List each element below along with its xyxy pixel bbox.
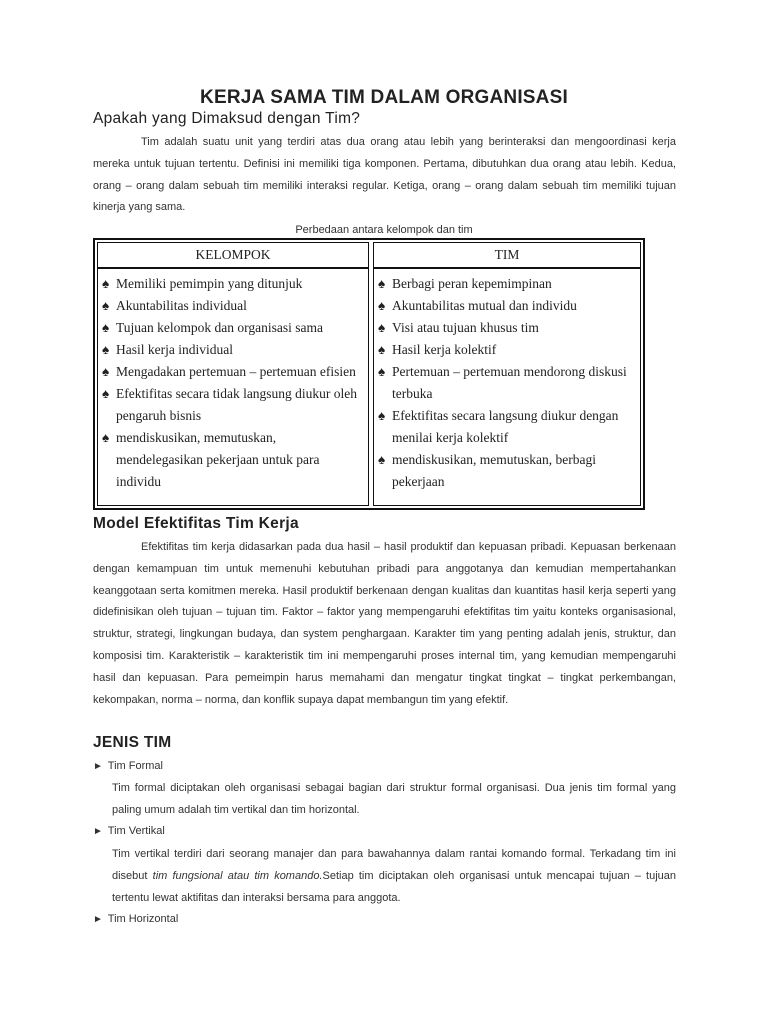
kelompok-list-item: ♠ Efektifitas secara tidak langsung diukur oleh pengaruh bisnis [102,383,364,427]
spade-bullet-icon: ♠ [102,342,110,357]
section-heading-model: Model Efektifitas Tim Kerja [93,515,299,532]
tim-list-item: ♠ Akuntabilitas mutual dan individu [378,295,636,317]
tim-list-item: ♠ Pertemuan – pertemuan mendorong diskusi terbuka [378,361,636,405]
arrow-right-icon: ► [93,761,103,772]
spade-bullet-icon: ♠ [378,364,386,379]
subheading-tim-vertikal: ► Tim Vertikal [93,825,165,837]
spade-bullet-icon: ♠ [102,320,110,335]
tim-vertikal-paragraph: Tim vertikal terdiri dari seorang manajer dan para bawahannya dalam rantai komando formal. Terkadang tim ini disebut tim fungsional atau tim komando.Setiap tim diciptakan oleh organisasi untuk mencapai tujuan – tujuan tertentu lewat aktifitas dan interaksi bersama para anggota. [112,848,677,904]
spade-bullet-icon: ♠ [102,276,110,291]
spade-bullet-icon: ♠ [378,342,386,357]
tim-list-item: ♠ Efektifitas secara langsung diukur dengan menilai kerja kolektif [378,405,636,449]
tim-column [373,242,641,506]
kelompok-list-item: ♠ Memiliki pemimpin yang ditunjuk [102,273,364,295]
spade-bullet-icon: ♠ [102,386,110,401]
spade-bullet-icon: ♠ [378,320,386,335]
section-heading-definition: Apakah yang Dimaksud dengan Tim? [93,110,361,127]
definition-paragraph: Tim adalah suatu unit yang terdiri atas dua orang atau lebih yang berinteraksi dan mengoordinasi kerja mereka untuk tujuan tertentu. Definisi ini memiliki tiga komponen. Pertama, dibutuhkan dua orang atau lebih. Kedua, orang – orang dalam sebuah tim memiliki interaksi regular. Ketiga, orang – orang dalam sebuah tim memiliki tujuan kinerja yang sama. [93,136,676,214]
kelompok-list-item: ♠ mendiskusikan, memutuskan, mendelegasikan pekerjaan untuk para individu [102,427,364,493]
tim-list-item: ♠ Visi atau tujuan khusus tim [378,317,636,339]
arrow-right-icon: ► [93,826,103,837]
comparison-table [93,238,645,510]
spade-bullet-icon: ♠ [102,430,110,445]
spade-bullet-icon: ♠ [378,408,386,423]
kelompok-list-item: ♠ Akuntabilitas individual [102,295,364,317]
spade-bullet-icon: ♠ [378,452,386,467]
subheading-tim-formal: ► Tim Formal [93,760,163,772]
model-paragraph: Efektifitas tim kerja didasarkan pada dua hasil – hasil produktif dan kepuasan pribadi. Kepuasan berkenaan dengan kemampuan tim untuk memenuhi kebutuhan pribadi para anggotanya dan kemudian mempertahankan keanggotaan serta komitmen mereka. Hasil produktif berkenaan dengan kualitas dan kuantitas hasil kerja seperti yang didefinisikan oleh tujuan – tujuan tim. Faktor – faktor yang mempengaruhi efektifitas tim yaitu konteks organisasional, struktur, strategi, lingkungan budaya, dan system penghargaan. Karakter tim yang penting adalah jenis, struktur, dan komposisi tim. Karakteristik – karakteristik tim ini mempengaruhi proses internal tim, yang kemudian mempengaruhi hasil dan kepuasan. Para pemeimpin harus memahami dan mengatur tingkat tingkat – tingkat perkembangan, kekompakan, norma – norma, dan konflik supaya dapat membangun tim yang efektif. [93,541,676,706]
subheading-tim-horizontal: ► Tim Horizontal [93,913,179,925]
spade-bullet-icon: ♠ [102,298,110,313]
spade-bullet-icon: ♠ [378,298,386,313]
tim-header: TIM [374,243,640,269]
tim-list [374,269,640,493]
table-caption: Perbedaan antara kelompok dan tim [295,224,473,236]
kelompok-list-item: ♠ Mengadakan pertemuan – pertemuan efisien [102,361,364,383]
tim-list-item: ♠ mendiskusikan, memutuskan, berbagi pekerjaan [378,449,636,493]
page-title: KERJA SAMA TIM DALAM ORGANISASI [200,87,568,108]
kelompok-list-item: ♠ Hasil kerja individual [102,339,364,361]
arrow-right-icon: ► [93,914,103,925]
tim-formal-paragraph: Tim formal diciptakan oleh organisasi sebagai bagian dari struktur formal organisasi. Dua jenis tim formal yang paling umum adalah tim vertikal dan tim horizontal. [112,782,676,816]
spade-bullet-icon: ♠ [102,364,110,379]
tim-list-item: ♠ Berbagi peran kepemimpinan [378,273,636,295]
kelompok-list-item: ♠ Tujuan kelompok dan organisasi sama [102,317,364,339]
section-heading-jenis-tim: JENIS TIM [93,734,172,751]
tim-list-item: ♠ Hasil kerja kolektif [378,339,636,361]
spade-bullet-icon: ♠ [378,276,386,291]
kelompok-list [98,269,368,493]
kelompok-column [97,242,369,506]
kelompok-header: KELOMPOK [98,243,368,269]
